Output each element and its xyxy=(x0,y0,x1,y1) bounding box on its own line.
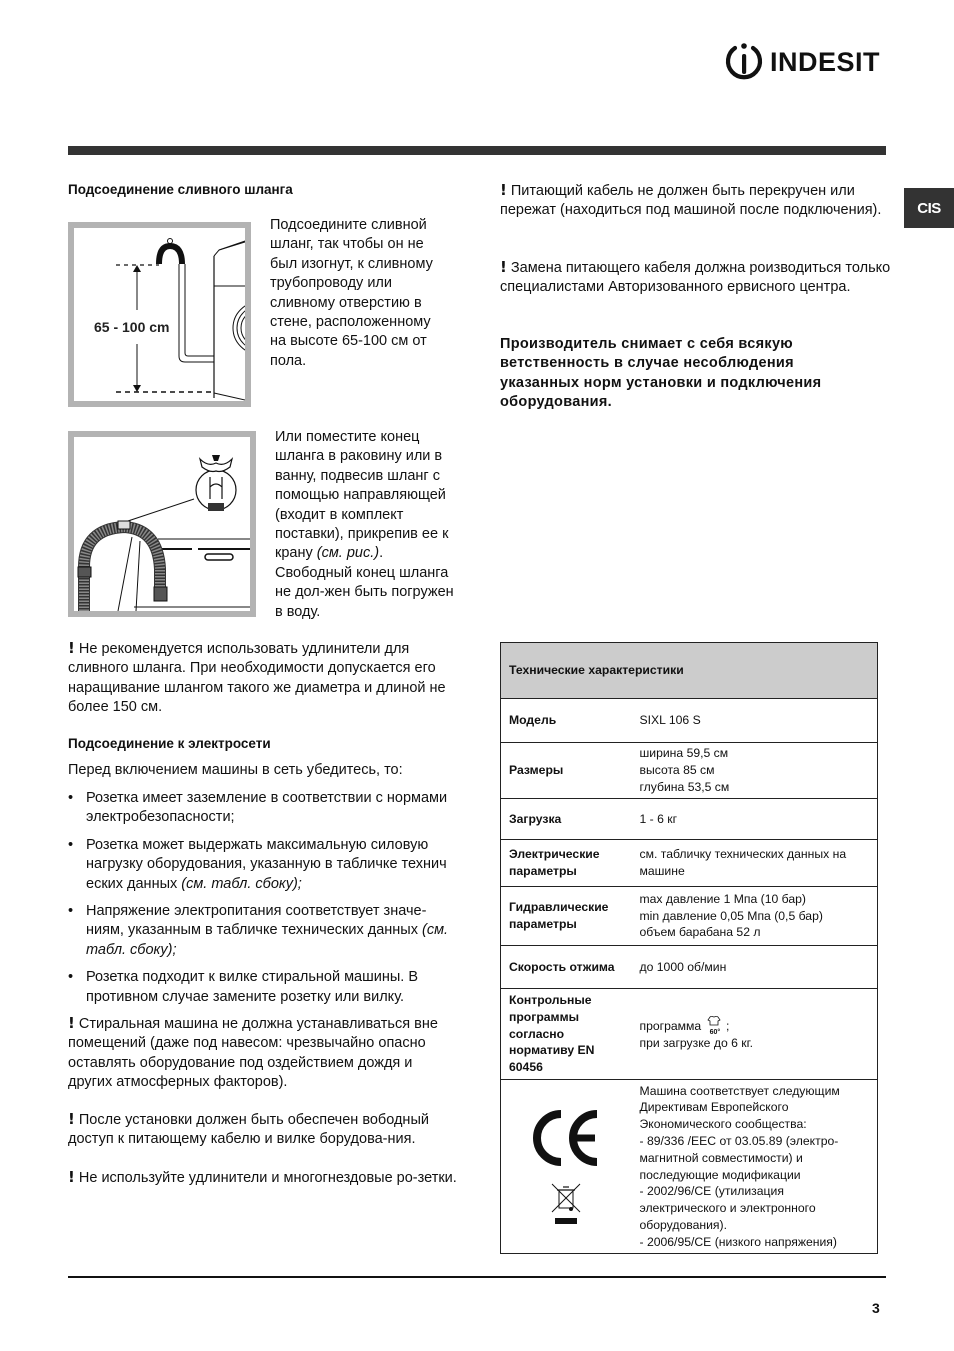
spec-row: Гидравлические параметры max давление 1 Мпа (10 бар) min давление 0,05 Мпа (0,5 бар) объем барабана 52 л xyxy=(501,887,878,946)
indesit-power-i-icon xyxy=(724,40,764,84)
sink-hose-illustration xyxy=(74,437,250,611)
brand-name: INDESIT xyxy=(770,46,881,77)
warning-exclamation-icon: ! xyxy=(68,1014,75,1032)
cotton-60-shirt-icon: 60° xyxy=(705,1016,723,1032)
warning-multisocket: ! Не используйте удлинители и многогнездовые ро-зетки. xyxy=(68,1168,457,1186)
spec-row: Модель SIXL 106 S xyxy=(501,699,878,743)
warning-exclamation-icon: ! xyxy=(500,181,507,199)
spec-row: Размеры ширина 59,5 см высота 85 см глубина 53,5 см xyxy=(501,743,878,799)
weee-crossed-bin-icon xyxy=(549,1182,583,1226)
figure1-description: Подсоедините сливной шланг, так чтобы он не был изогнут, к сливному трубопроводу или сливному отверстию в стене, расположенному на высоте 65-100 см от пола. xyxy=(270,217,433,369)
spec-table-header xyxy=(501,643,878,699)
warning-exclamation-icon: ! xyxy=(68,1168,75,1186)
checklist-item: • Розетка может выдержать максимальную силовую нагрузку оборудования, указанную в табличке технич еских данных (см. табл. сбоку); xyxy=(68,836,458,894)
checklist-item: • Напряжение электропитания соответствует значе-ниям, указанным в табличке технических данных (см. табл. сбоку); xyxy=(68,902,458,960)
language-tab: CIS xyxy=(904,188,954,228)
checklist-item: • Розетка имеет заземление в соответствии с нормами электробезопасности; xyxy=(68,789,458,828)
spec-row-directives: Машина соответствует следующим Директивам Европейского Экономического сообщества: - 89/336 /EEC от 03.05.89 (электро-магнитной совместимости) и последующие модификации - 2002/96/CE (утилизация электрического и электронного оборудования). - 2006/95/CE (низкого напряжения) xyxy=(501,1080,878,1254)
warning-cable-replace: ! Замена питающего кабеля должна роизводиться только специалистами Авторизованного ервисного центра. xyxy=(500,258,891,296)
header-rule xyxy=(68,146,886,155)
sink-hose-figure xyxy=(68,431,256,617)
drain-height-illustration xyxy=(74,228,245,401)
spec-table xyxy=(500,642,878,1254)
warning-extension: ! Не рекомендуется использовать удлинители для сливного шланга. При необходимости допускается его наращивание шлангом такого же диаметра и длиной не более 150 см. xyxy=(68,639,446,716)
warning-access: ! После установки должен быть обеспечен вободный доступ к питающему кабелю и вилке борудова-ния. xyxy=(68,1110,429,1148)
page-number: 3 xyxy=(872,1300,880,1316)
spec-row: Загрузка 1 - 6 кг xyxy=(501,799,878,840)
svg-text:65 - 100 cm: 65 - 100 cm xyxy=(94,319,170,335)
warning-exclamation-icon: ! xyxy=(500,258,507,276)
electric-heading: Подсоединение к электросети xyxy=(68,736,271,751)
spec-table-title: Технические характеристики xyxy=(501,643,878,699)
spec-row: Скорость отжима до 1000 об/мин xyxy=(501,946,878,989)
warning-exclamation-icon: ! xyxy=(68,639,75,657)
figure2-description: Или поместите конец шланга в раковину или в ванну, подвесив шланг с помощью направляющей (входит в комплект поставки), прикрепив ее к крану (см. рис.). Свободный конец шланга не дол-жен быть погружен в воду. xyxy=(275,429,454,620)
electric-checklist xyxy=(68,789,458,1015)
manufacturer-disclaimer: Производитель снимает с себя всякую ветственность в случае несоблюдения указанных норм установки и подключения оборудования. xyxy=(500,336,822,411)
drain-height-figure xyxy=(68,222,251,407)
ce-mark-icon xyxy=(531,1108,601,1168)
spec-row: Электрические параметры см. табличку технических данных на машине xyxy=(501,840,878,887)
warning-outdoor: ! Стиральная машина не должна устанавливаться вне помещений (даже под навесом: чрезвычайно опасно оставлять оборудование под оздействием дождя и других атмосферных факторов). xyxy=(68,1014,438,1091)
checklist-item: • Розетка подходит к вилке стиральной машины. В противном случае замените розетку или вилку. xyxy=(68,968,458,1007)
spec-row: Контрольные программы согласно нормативу EN 60456 программа 60° ; при загрузке до 6 кг. xyxy=(501,989,878,1080)
warning-cable-twist: ! Питающий кабель не должен быть перекручен или пережат (находиться под машиной после подключения). xyxy=(500,181,882,219)
drain-hose-heading: Подсоединение сливного шланга xyxy=(68,182,293,197)
indesit-logo xyxy=(724,40,880,84)
footer-rule xyxy=(68,1276,886,1278)
electric-intro: Перед включением машины в сеть убедитесь, то: xyxy=(68,762,403,778)
warning-exclamation-icon: ! xyxy=(68,1110,75,1128)
